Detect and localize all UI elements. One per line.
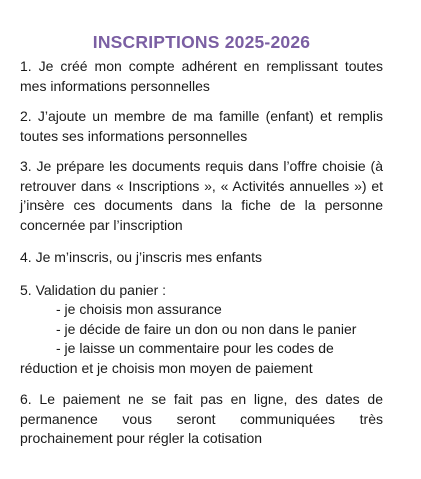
step-1-text: 1. Je créé mon compte adhérent en remplissant toutes mes informations personnelles xyxy=(20,58,383,94)
step-2-text: 2. J’ajoute un membre de ma famille (enfant) et remplis toutes ses informations personnelles xyxy=(20,108,383,144)
step-2 xyxy=(20,107,383,146)
step-5-subitems xyxy=(20,300,383,378)
step-3-text: 3. Je prépare les documents requis dans l’offre choisie (à retrouver dans « Inscriptions », « Activités annuelles ») et j’insère ces documents dans la fiche de la personne concernée par l’inscription xyxy=(20,158,383,233)
page-title: INSCRIPTIONS 2025-2026 xyxy=(92,32,311,52)
step-5-subitem-insurance: - je choisis mon assurance xyxy=(56,301,222,317)
step-5-subitem-comment: - je laisse un commentaire pour les codes de xyxy=(56,340,334,356)
step-1 xyxy=(20,57,383,96)
step-5-subitem-donation: - je décide de faire un don ou non dans le panier xyxy=(56,320,357,337)
step-3 xyxy=(20,157,383,235)
steps-list xyxy=(20,57,383,449)
step-4 xyxy=(20,248,383,268)
step-6-text: 6. Le paiement ne se fait pas en ligne, des dates de permanence vous seront communiquées très prochainement pour régler la cotisation xyxy=(20,391,383,446)
step-6 xyxy=(20,390,383,449)
step-5 xyxy=(20,281,383,379)
step-5-text: 5. Validation du panier : xyxy=(20,281,167,298)
step-5-subitem-comment-continuation: réduction et je choisis mon moyen de paiement xyxy=(20,359,313,376)
step-4-text: 4. Je m’inscris, ou j’inscris mes enfants xyxy=(20,249,262,265)
